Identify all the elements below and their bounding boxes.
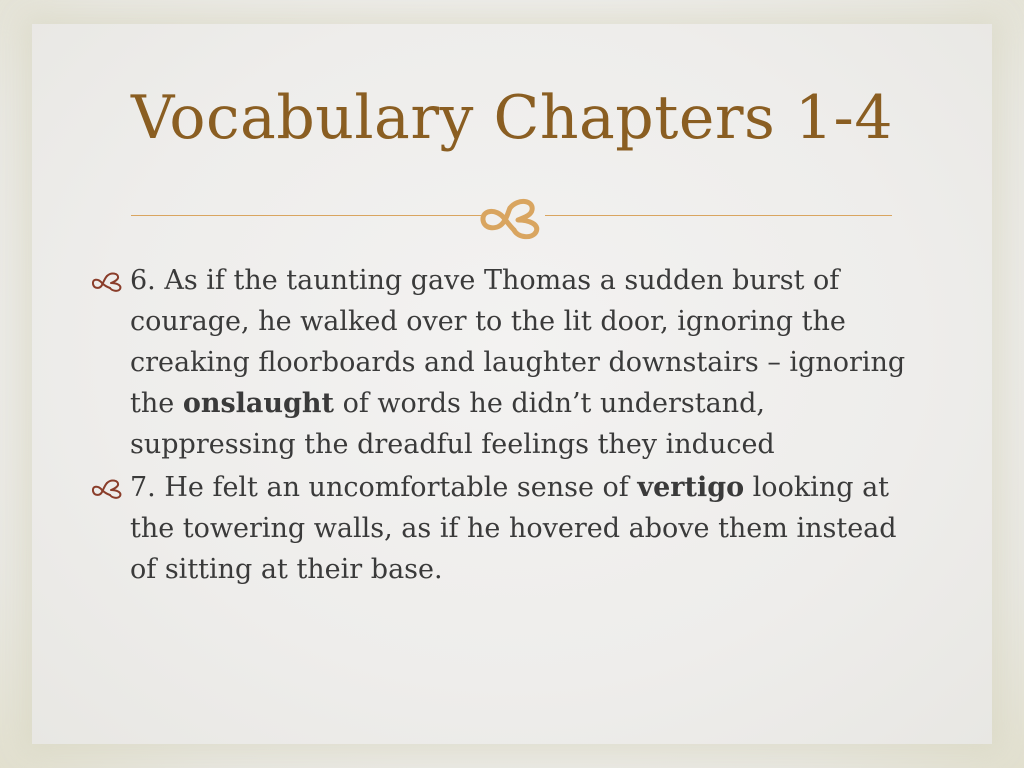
title-rule-left [131,215,481,216]
bullet-text: of words he didn’t understand, suppressing the dreadful feelings they induced [130,388,775,460]
bullet-text: 6. As if the taunting gave Thomas a sudden burst of courage, he walked over to the lit door, ignoring the creaking floorboards and laughter downstairs – ignoring the [130,265,906,419]
bullet-flourish-icon [90,270,124,292]
bullet-text: looking at the towering walls, as if he hovered above them instead of sitting at their base. [130,472,897,585]
bullet-flourish-icon [90,477,124,499]
bullet-item [90,260,930,465]
flourish-icon [474,188,552,240]
bullet-list [90,260,930,590]
title-rule-right [545,215,892,216]
slide-title: Vocabulary Chapters 1-4 [131,83,893,153]
bullet-text: 7. He felt an uncomfortable sense of [130,472,638,503]
vocab-keyword: vertigo [637,472,745,503]
vocab-keyword: onslaught [182,388,335,419]
bullet-item [90,467,930,590]
